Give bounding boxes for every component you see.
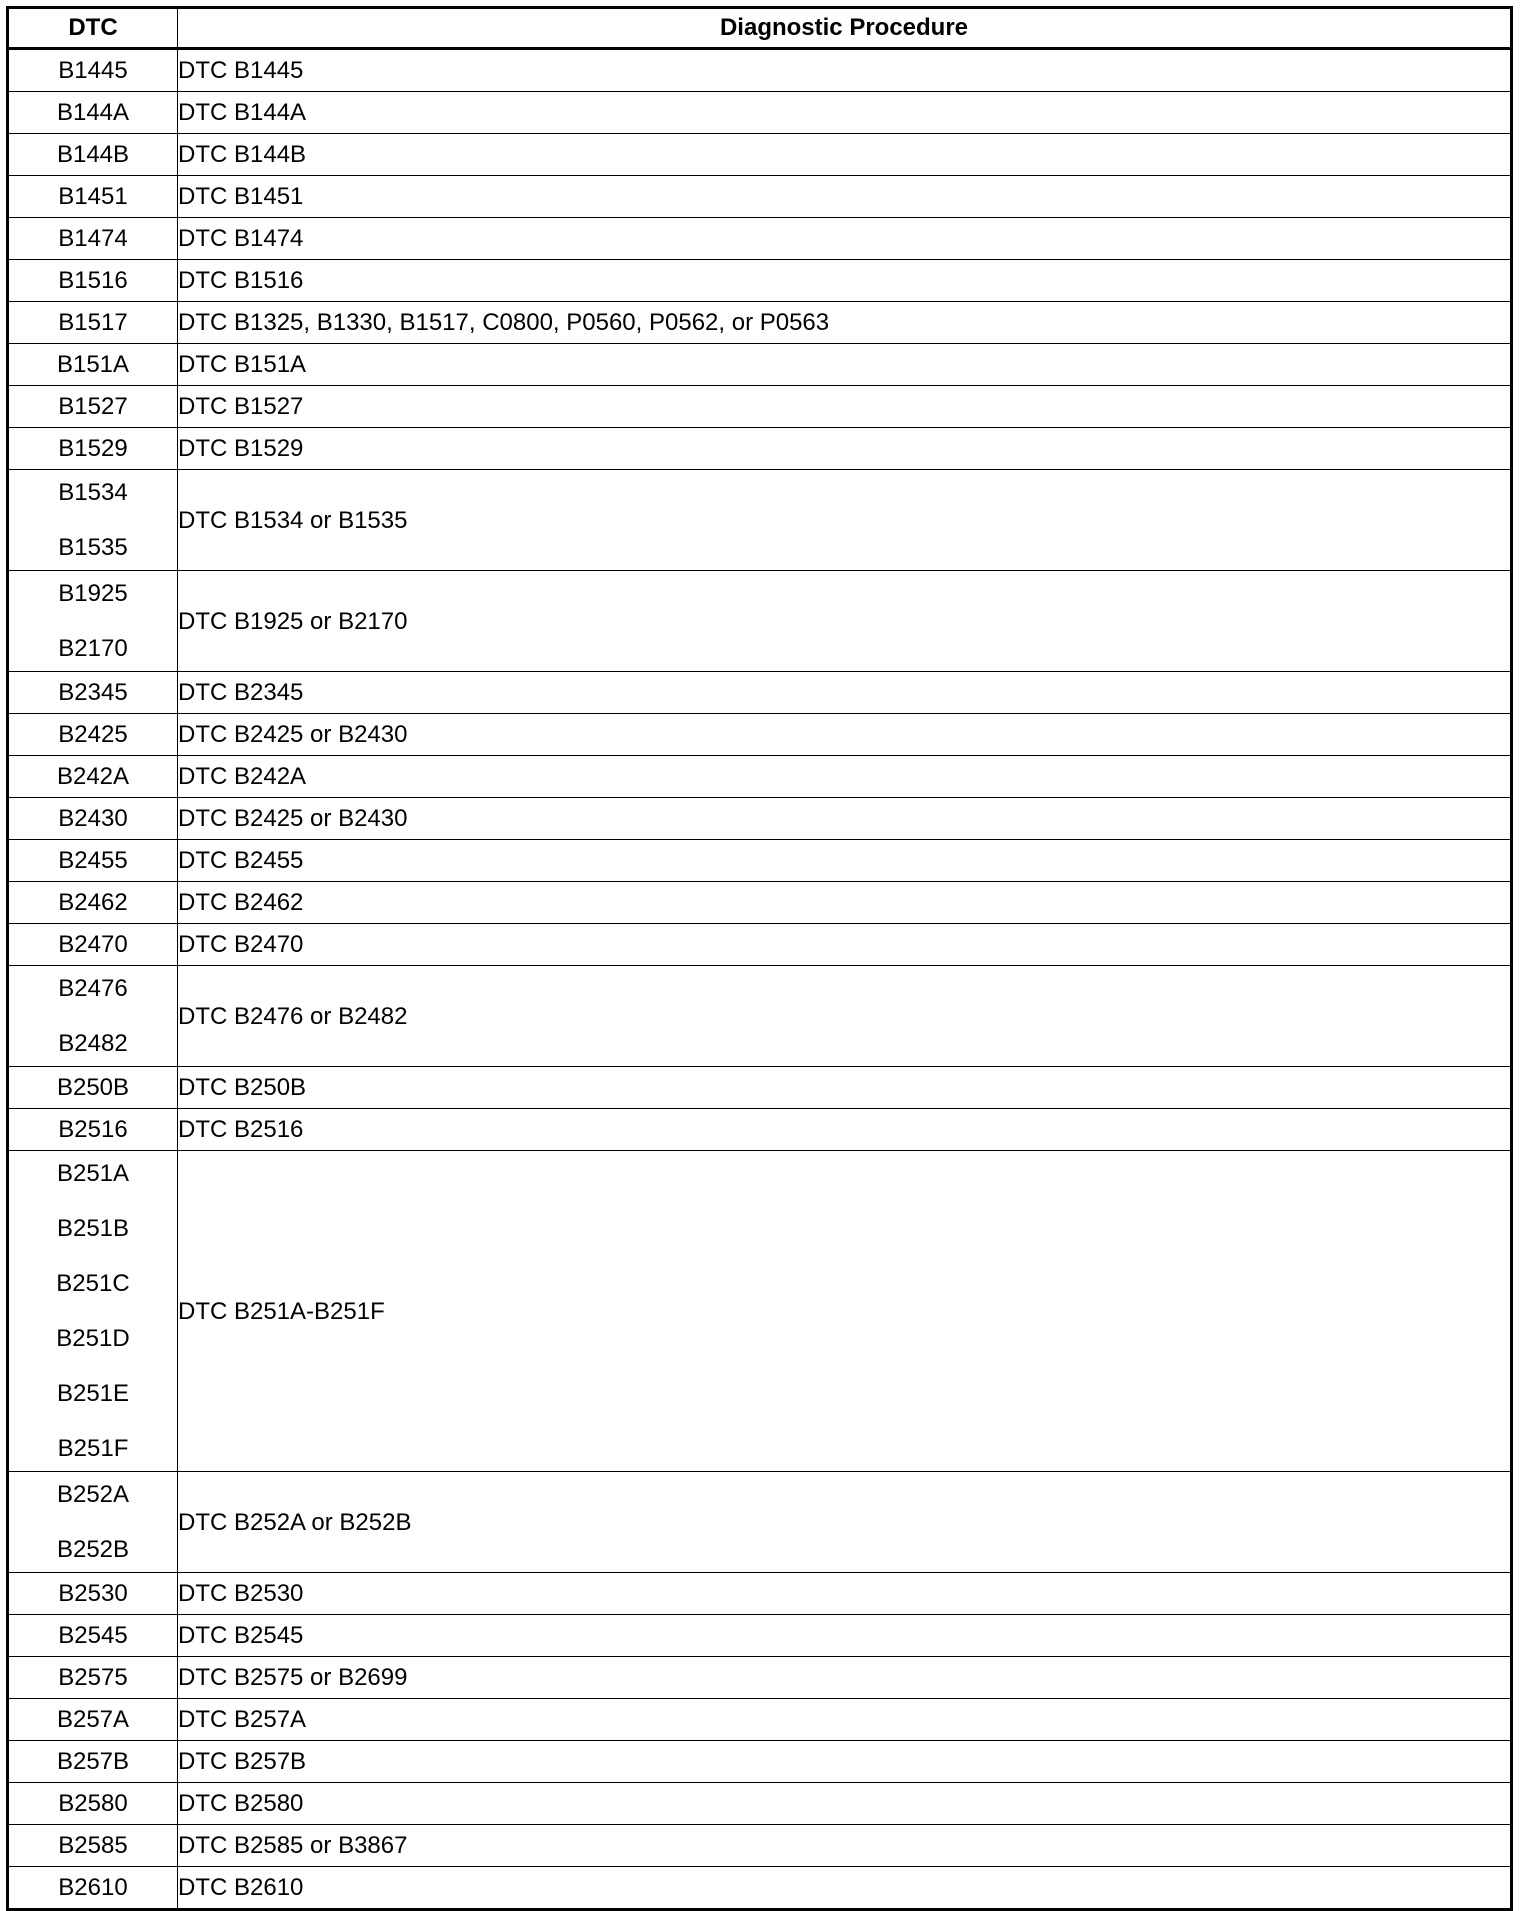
- dtc-code: B251F: [57, 1435, 129, 1462]
- table-row: [8, 428, 1512, 470]
- dtc-code: B1534: [58, 479, 128, 506]
- table-row: [8, 1783, 1512, 1825]
- table-row: [8, 1067, 1512, 1109]
- table-row: [8, 1151, 1512, 1472]
- dtc-code: B2476: [58, 975, 128, 1002]
- dtc-code-cell: [8, 1741, 178, 1783]
- dtc-code: B2610: [58, 1874, 128, 1901]
- table-row: [8, 714, 1512, 756]
- dtc-code: B1535: [58, 534, 128, 561]
- dtc-code: B251C: [56, 1270, 130, 1297]
- header-row: [8, 8, 1512, 49]
- diagnostic-procedure-cell: DTC B251A-B251F: [178, 1151, 1512, 1472]
- dtc-code: B2170: [58, 635, 128, 662]
- dtc-code: B144A: [56, 99, 130, 126]
- dtc-code-cell: [8, 882, 178, 924]
- table-row: [8, 672, 1512, 714]
- dtc-code: B2345: [58, 679, 128, 706]
- table-row: [8, 134, 1512, 176]
- table-row: [8, 798, 1512, 840]
- dtc-code-cell: [8, 302, 178, 344]
- dtc-code: B1451: [58, 183, 128, 210]
- table-row: [8, 1615, 1512, 1657]
- dtc-code: B1529: [58, 435, 128, 462]
- diagnostic-procedure-cell: DTC B1527: [178, 386, 1512, 428]
- dtc-code-cell: [8, 470, 178, 571]
- diagnostic-procedure-cell: DTC B2610: [178, 1867, 1512, 1910]
- diagnostic-procedure-cell: DTC B2455: [178, 840, 1512, 882]
- diagnostic-procedure-cell: DTC B144B: [178, 134, 1512, 176]
- dtc-code: B1474: [58, 225, 128, 252]
- diagnostic-procedure-cell: DTC B2580: [178, 1783, 1512, 1825]
- dtc-code-cell: [8, 1573, 178, 1615]
- diagnostic-procedure-cell: DTC B2575 or B2699: [178, 1657, 1512, 1699]
- dtc-code: B2425: [58, 721, 128, 748]
- dtc-code-cell: [8, 1783, 178, 1825]
- dtc-code-cell: [8, 1699, 178, 1741]
- dtc-code: B1925: [58, 580, 128, 607]
- diagnostic-procedure-cell: DTC B144A: [178, 92, 1512, 134]
- dtc-code: B2430: [58, 805, 128, 832]
- table-row: [8, 176, 1512, 218]
- diagnostic-procedure-cell: DTC B2462: [178, 882, 1512, 924]
- diagnostic-procedure-cell: DTC B1445: [178, 49, 1512, 92]
- dtc-code-cell: [8, 672, 178, 714]
- header-dtc: DTC: [8, 8, 178, 49]
- dtc-code: B1517: [58, 309, 128, 336]
- dtc-code: B251E: [56, 1380, 130, 1407]
- dtc-code: B251D: [56, 1325, 130, 1352]
- table-row: [8, 840, 1512, 882]
- table-row: [8, 882, 1512, 924]
- table-row: [8, 1657, 1512, 1699]
- dtc-code: B242A: [56, 763, 130, 790]
- dtc-code-cell: [8, 966, 178, 1067]
- dtc-code-cell: [8, 1151, 178, 1472]
- dtc-code: B251A: [56, 1160, 130, 1187]
- dtc-code: B257A: [56, 1706, 130, 1733]
- dtc-code: B2530: [58, 1580, 128, 1607]
- diagnostic-procedure-cell: DTC B2425 or B2430: [178, 798, 1512, 840]
- header-diagnostic-procedure: Diagnostic Procedure: [178, 8, 1512, 49]
- dtc-code-cell: [8, 92, 178, 134]
- dtc-code: B2516: [58, 1116, 128, 1143]
- dtc-code-cell: [8, 1825, 178, 1867]
- dtc-code: B257B: [56, 1748, 130, 1775]
- table-row: [8, 386, 1512, 428]
- table-row: [8, 260, 1512, 302]
- dtc-code-cell: [8, 756, 178, 798]
- dtc-code-cell: [8, 134, 178, 176]
- diagnostic-procedure-cell: DTC B250B: [178, 1067, 1512, 1109]
- dtc-code: B2462: [58, 889, 128, 916]
- table-row: [8, 756, 1512, 798]
- dtc-code: B2585: [58, 1832, 128, 1859]
- table-row: [8, 1472, 1512, 1573]
- dtc-code-cell: [8, 840, 178, 882]
- dtc-code: B2482: [58, 1030, 128, 1057]
- diagnostic-procedure-cell: DTC B1474: [178, 218, 1512, 260]
- diagnostic-procedure-cell: DTC B2345: [178, 672, 1512, 714]
- dtc-code-cell: [8, 49, 178, 92]
- table-row: [8, 1741, 1512, 1783]
- table-row: [8, 470, 1512, 571]
- diagnostic-procedure-cell: DTC B2425 or B2430: [178, 714, 1512, 756]
- dtc-code-cell: [8, 428, 178, 470]
- table-row: [8, 966, 1512, 1067]
- diagnostic-procedure-cell: DTC B1534 or B1535: [178, 470, 1512, 571]
- dtc-code-cell: [8, 218, 178, 260]
- diagnostic-procedure-cell: DTC B252A or B252B: [178, 1472, 1512, 1573]
- diagnostic-procedure-cell: DTC B242A: [178, 756, 1512, 798]
- table-row: [8, 1699, 1512, 1741]
- dtc-code-cell: [8, 176, 178, 218]
- dtc-code: B250B: [56, 1074, 130, 1101]
- dtc-code: B144B: [56, 141, 130, 168]
- dtc-code: B252A: [56, 1481, 130, 1508]
- diagnostic-procedure-cell: DTC B2516: [178, 1109, 1512, 1151]
- dtc-code-cell: [8, 1109, 178, 1151]
- diagnostic-procedure-cell: DTC B2470: [178, 924, 1512, 966]
- dtc-code: B1516: [58, 267, 128, 294]
- diagnostic-procedure-cell: DTC B2585 or B3867: [178, 1825, 1512, 1867]
- table-row: [8, 1825, 1512, 1867]
- diagnostic-procedure-cell: DTC B1516: [178, 260, 1512, 302]
- table-row: [8, 571, 1512, 672]
- diagnostic-procedure-cell: DTC B2530: [178, 1573, 1512, 1615]
- dtc-code: B251B: [56, 1215, 130, 1242]
- dtc-code-cell: [8, 798, 178, 840]
- dtc-code: B1527: [58, 393, 128, 420]
- diagnostic-procedure-cell: DTC B257B: [178, 1741, 1512, 1783]
- dtc-code-cell: [8, 571, 178, 672]
- dtc-code: B2575: [58, 1664, 128, 1691]
- dtc-table-body: [8, 49, 1512, 1910]
- dtc-code: B1445: [58, 57, 128, 84]
- dtc-code-cell: [8, 924, 178, 966]
- dtc-code: B2545: [58, 1622, 128, 1649]
- diagnostic-procedure-cell: DTC B2545: [178, 1615, 1512, 1657]
- dtc-code-cell: [8, 1472, 178, 1573]
- table-row: [8, 302, 1512, 344]
- diagnostic-procedure-cell: DTC B257A: [178, 1699, 1512, 1741]
- dtc-code-cell: [8, 386, 178, 428]
- dtc-code: B151A: [56, 351, 130, 378]
- diagnostic-procedure-cell: DTC B1325, B1330, B1517, C0800, P0560, P0562, or P0563: [178, 302, 1512, 344]
- table-row: [8, 1573, 1512, 1615]
- table-row: [8, 92, 1512, 134]
- dtc-code: B252B: [56, 1536, 130, 1563]
- dtc-table: [6, 6, 1513, 1911]
- dtc-code-cell: [8, 714, 178, 756]
- table-row: [8, 1867, 1512, 1910]
- table-row: [8, 218, 1512, 260]
- diagnostic-procedure-cell: DTC B2476 or B2482: [178, 966, 1512, 1067]
- dtc-code-cell: [8, 1867, 178, 1910]
- table-row: [8, 1109, 1512, 1151]
- dtc-code: B2470: [58, 931, 128, 958]
- diagnostic-procedure-cell: DTC B151A: [178, 344, 1512, 386]
- dtc-code-cell: [8, 1657, 178, 1699]
- diagnostic-procedure-cell: DTC B1529: [178, 428, 1512, 470]
- dtc-code: B2580: [58, 1790, 128, 1817]
- dtc-code-cell: [8, 1615, 178, 1657]
- dtc-code-cell: [8, 344, 178, 386]
- dtc-code: B2455: [58, 847, 128, 874]
- diagnostic-procedure-cell: DTC B1925 or B2170: [178, 571, 1512, 672]
- diagnostic-procedure-cell: DTC B1451: [178, 176, 1512, 218]
- table-row: [8, 49, 1512, 92]
- table-row: [8, 344, 1512, 386]
- dtc-code-cell: [8, 260, 178, 302]
- dtc-code-cell: [8, 1067, 178, 1109]
- table-row: [8, 924, 1512, 966]
